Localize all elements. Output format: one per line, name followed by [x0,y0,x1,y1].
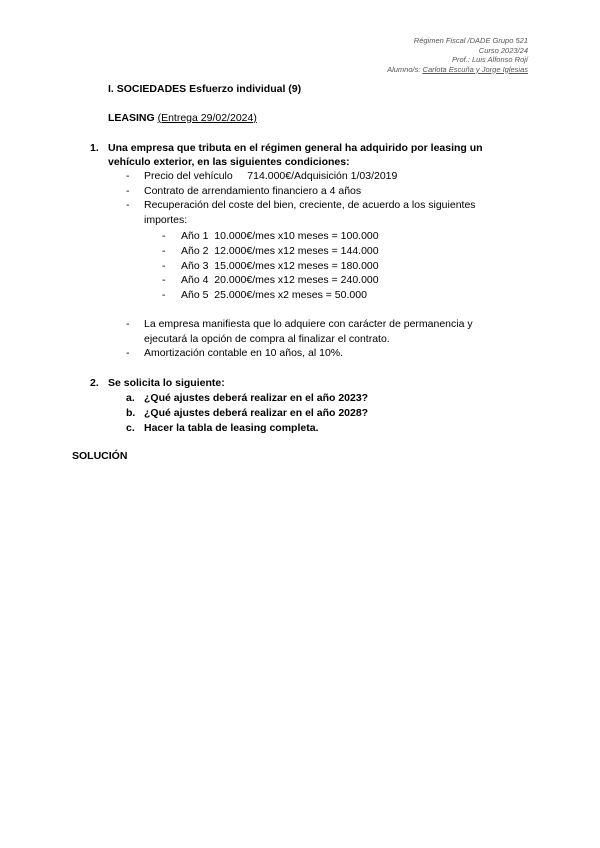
header-students-names: Carlota Escuña y Jorge Iglesias [422,64,528,74]
year-1-amount: Año 1 10.000€/mes x10 meses = 100.000 [181,230,379,242]
header-students-prefix: Alumno/s: [387,64,423,74]
list-item [126,198,506,227]
item-text: ¿Qué ajustes deberá realizar en el año 2023? [144,392,369,404]
list-item [126,421,368,436]
list-item [126,346,516,361]
conditions-extra-list [126,317,516,361]
bullet-dash: - [162,259,166,272]
yearly-amounts-list [162,229,379,303]
list-item [126,406,368,421]
list-item [162,229,379,244]
list-item [126,169,506,184]
question-2-text: Se solicita lo siguiente: [108,377,225,389]
year-2-amount: Año 2 12.000€/mes x12 meses = 144.000 [181,244,379,257]
bullet-dash: - [162,244,166,257]
list-item [126,184,506,199]
item-text: ¿Qué ajustes deberá realizar en el año 2028? [144,407,369,419]
solution-heading: SOLUCIÓN [72,450,128,462]
list-item [126,317,516,346]
condition-permanence: La empresa manifiesta que lo adquiere con carácter de permanencia y ejecutará la opción de compra al finalizar el contrato. [144,318,473,345]
leasing-label: LEASING [108,112,155,124]
list-item [126,391,368,406]
year-3-amount: Año 3 15.000€/mes x12 meses = 180.000 [181,259,379,272]
condition-amortization: Amortización contable en 10 años, al 10%. [144,347,344,359]
question-1 [90,142,520,169]
year-5-amount: Año 5 25.000€/mes x2 meses = 50.000 [181,289,367,302]
conditions-list [126,169,506,227]
condition-contract: Contrato de arrendamiento financiero a 4 años [144,184,362,197]
bullet-dash: - [162,230,166,242]
bullet-dash: - [126,199,130,211]
bullet-dash: - [126,347,130,359]
condition-price: Precio del vehículo 714.000€/Adquisición 1/03/2019 [144,170,398,182]
header-students [387,65,528,75]
item-letter: b. [126,407,136,419]
header-course-year: Curso 2023/24 [478,45,528,55]
item-letter: a. [126,392,135,404]
bullet-dash: - [162,274,166,287]
question-1-text: Una empresa que tributa en el régimen general ha adquirido por leasing un vehículo exterior, en las siguientes condiciones: [108,142,483,168]
item-letter: c. [126,422,135,434]
header-course-group: Régimen Fiscal /DADE Grupo 521 [413,36,528,45]
bullet-dash: - [126,318,130,330]
header-professor: Prof.: Luis Alfonso Rojí [451,55,528,64]
question-2-items [126,391,368,436]
list-item [162,273,379,288]
bullet-dash: - [126,170,130,182]
leasing-due-date: (Entrega 29/02/2024) [157,112,257,124]
item-text: Hacer la tabla de leasing completa. [144,422,319,434]
bullet-dash: - [162,289,166,302]
question-2 [90,376,225,391]
document-header [387,36,528,74]
question-1-number: 1. [90,142,99,154]
list-item [162,288,379,303]
question-2-number: 2. [90,377,99,389]
list-item [162,244,379,259]
year-4-amount: Año 4 20.000€/mes x12 meses = 240.000 [181,274,379,287]
leasing-heading [108,112,257,124]
list-item [162,259,379,274]
bullet-dash: - [126,184,130,197]
section-title: I. SOCIEDADES Esfuerzo individual (9) [108,83,302,95]
condition-recovery: Recuperación del coste del bien, creciente, de acuerdo a los siguientes importes: [144,199,476,226]
